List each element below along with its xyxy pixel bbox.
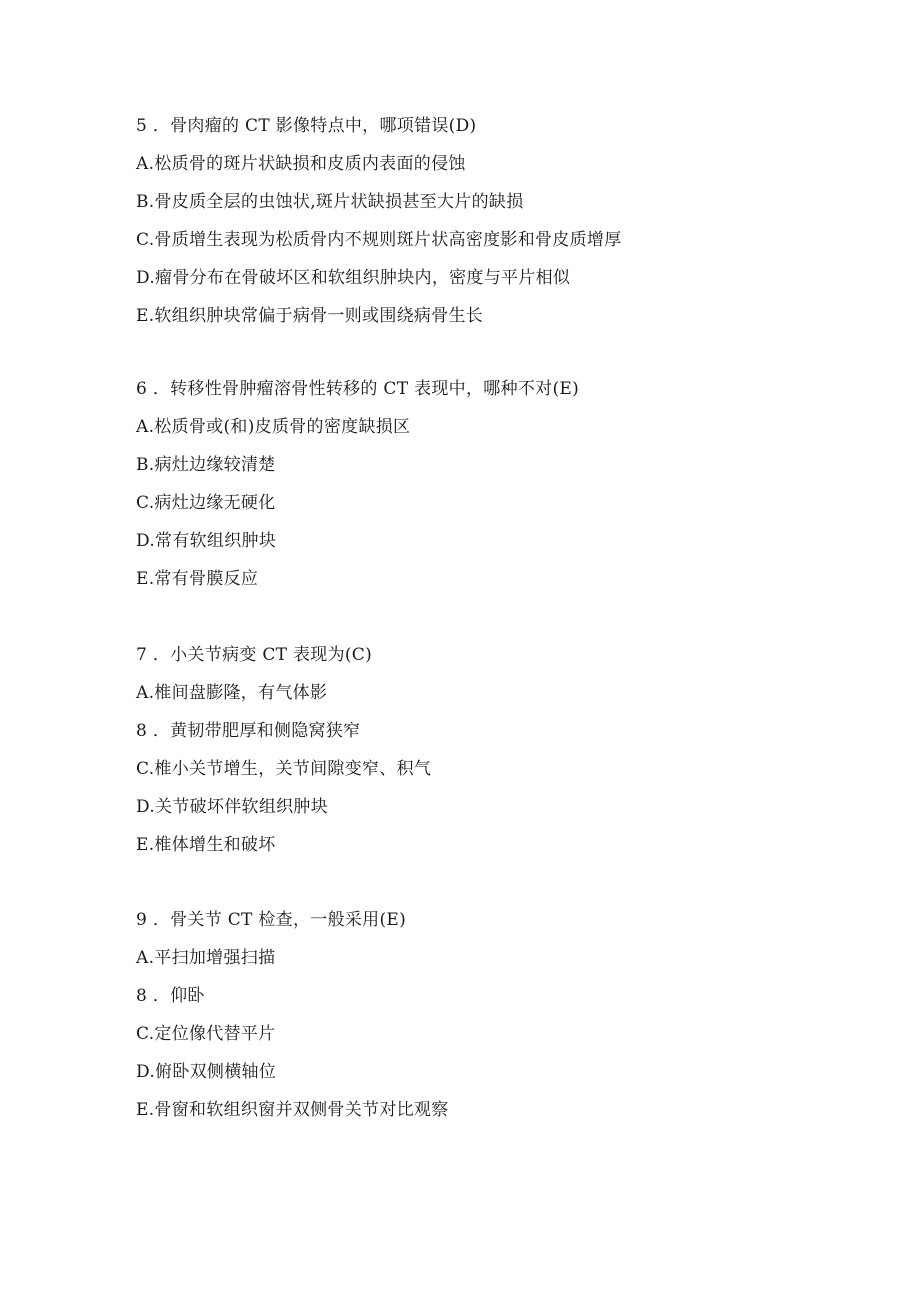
option-a: A.椎间盘膨隆，有气体影 bbox=[136, 683, 328, 703]
option-c: C.病灶边缘无硬化 bbox=[136, 493, 276, 513]
option-d: D.俯卧双侧横轴位 bbox=[136, 1062, 277, 1082]
option-a: A.松质骨的斑片状缺损和皮质内表面的侵蚀 bbox=[136, 154, 466, 174]
option-a: A.松质骨或(和)皮质骨的密度缺损区 bbox=[136, 417, 411, 437]
option-d: D.瘤骨分布在骨破坏区和软组织肿块内，密度与平片相似 bbox=[136, 268, 571, 288]
option-c: C.骨质增生表现为松质骨内不规则斑片状高密度影和骨皮质增厚 bbox=[136, 230, 622, 250]
question-stem: 5 ．骨肉瘤的 CT 影像特点中，哪项错误(D) bbox=[136, 116, 477, 136]
question-9 bbox=[136, 901, 856, 1129]
option-e: E.骨窗和软组织窗并双侧骨关节对比观察 bbox=[136, 1100, 449, 1120]
option-e: E.椎体增生和破坏 bbox=[136, 835, 276, 855]
option-e: E.常有骨膜反应 bbox=[136, 569, 259, 589]
option-e: E.软组织肿块常偏于病骨一则或围绕病骨生长 bbox=[136, 306, 484, 326]
question-6 bbox=[136, 370, 856, 598]
question-stem: 6 ．转移性骨肿瘤溶骨性转移的 CT 表现中，哪种不对(E) bbox=[136, 379, 580, 399]
option-b: 8 ．黄韧带肥厚和侧隐窝狭窄 bbox=[136, 721, 361, 741]
option-c: C.定位像代替平片 bbox=[136, 1024, 276, 1044]
option-b: B.骨皮质全层的虫蚀状,斑片状缺损甚至大片的缺损 bbox=[136, 192, 524, 212]
option-b: B.病灶边缘较清楚 bbox=[136, 455, 276, 475]
question-stem: 7 ．小关节病变 CT 表现为(C) bbox=[136, 645, 373, 665]
option-c: C.椎小关节增生，关节间隙变窄、积气 bbox=[136, 759, 432, 779]
option-b: 8 ．仰卧 bbox=[136, 986, 205, 1006]
question-5 bbox=[136, 107, 856, 335]
question-7 bbox=[136, 636, 856, 864]
question-stem: 9 ．骨关节 CT 检查，一般采用(E) bbox=[136, 910, 407, 930]
option-d: D.关节破坏伴软组织肿块 bbox=[136, 797, 329, 817]
option-d: D.常有软组织肿块 bbox=[136, 531, 277, 551]
option-a: A.平扫加增强扫描 bbox=[136, 948, 276, 968]
